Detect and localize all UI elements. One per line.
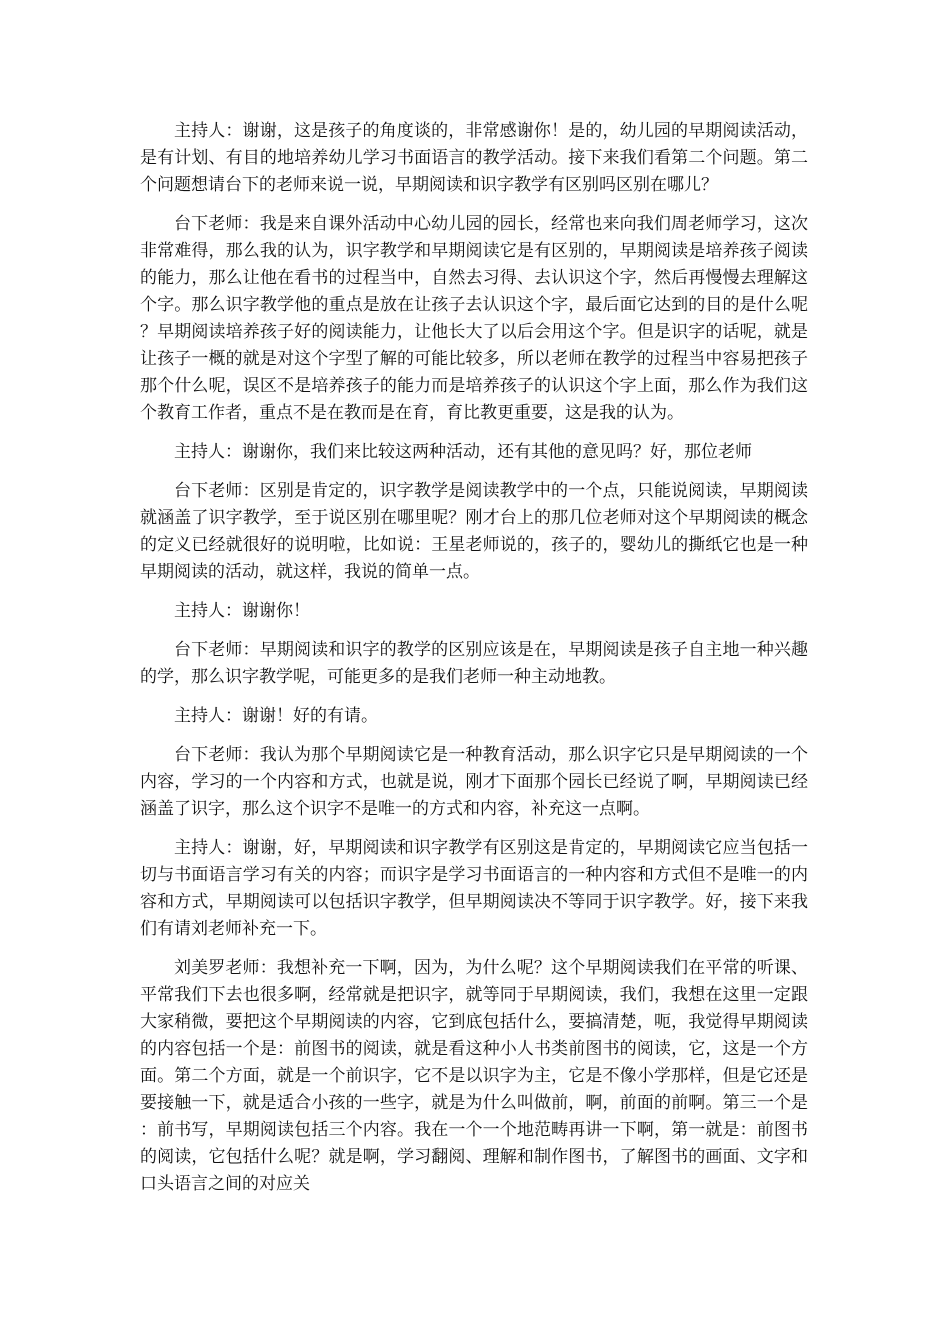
- paragraph-liu-supplement: 刘美罗老师：我想补充一下啊，因为，为什么呢？这个早期阅读我们在平常的听课、平常我们下去也很多啊，经常就是把识字，就等同于早期阅读，我们，我想在这里一定跟大家稍微，要把这个早期阅读的内容，它到底包括什么，要搞清楚，呃，我觉得早期阅读的内容包括一个是：前图书的阅读，就是看这种小人书类前图书的阅读，它，这是一个方面。第二个方面，就是一个前识字，它不是以识字为主，它是不像小学那样，但是它还是要接触一下，就是适合小孩的一些字，就是为什么叫做前，啊，前面的前啊。第三一个是：前书写，早期阅读包括三个内容。我在一个一个地范畴再讲一下啊，第一就是：前图书的阅读，它包括什么呢？就是啊，学习翻阅、理解和制作图书，了解图书的画面、文字和口头语言之间的对应关: [140, 958, 808, 1194]
- paragraph-host-intro: 主持人：谢谢，这是孩子的角度谈的，非常感谢你！是的，幼儿园的早期阅读活动，是有计划、有目的地培养幼儿学习书面语言的教学活动。接下来我们看第二个问题。第二个问题想请台下的老师来说一说，早期阅读和识字教学有区别吗区别在哪儿？: [140, 121, 808, 195]
- paragraph-host-invite: 主持人：谢谢！好的有请。: [174, 706, 378, 726]
- paragraph-host-thanks: 主持人：谢谢你！: [174, 601, 310, 621]
- paragraph-host-summary: 主持人：谢谢，好，早期阅读和识字教学有区别这是肯定的，早期阅读它应当包括一切与书面语言学习有关的内容；而识字是学习书面语言的一种内容和方式但不是唯一的内容和方式，早期阅读可以包括识字教学，但早期阅读决不等同于识字教学。好，接下来我们有请刘老师补充一下。: [140, 838, 808, 939]
- paragraph-teacher-principal: 台下老师：我是来自课外活动中心幼儿园的园长，经常也来向我们周老师学习，这次非常难得，那么我的认为，识字教学和早期阅读它是有区别的，早期阅读是培养孩子阅读的能力，那么让他在看书的过程当中，自然去习得、去认识这个字，然后再慢慢去理解这个字。那么识字教学他的重点是放在让孩子去认识这个字，最后面它达到的目的是什么呢？早期阅读培养孩子好的阅读能力，让他长大了以后会用这个字。但是识字的话呢，就是让孩子一概的就是对这个字型了解的可能比较多，所以老师在教学的过程当中容易把孩子那个什么呢，误区不是培养孩子的能力而是培养孩子的认识这个字上面，那么作为我们这个教育工作者，重点不是在教而是在育，育比教更重要，这是我的认为。: [140, 214, 808, 423]
- paragraph-teacher-interest: 台下老师：早期阅读和识字的教学的区别应该是在，早期阅读是孩子自主地一种兴趣的学，那么识字教学呢，可能更多的是我们老师一种主动地教。: [140, 640, 808, 687]
- paragraph-teacher-difference: 台下老师：区别是肯定的，识字教学是阅读教学中的一个点，只能说阅读，早期阅读就涵盖了识字教学，至于说区别在哪里呢？刚才台上的那几位老师对这个早期阅读的概念的定义已经就很好的说明啦，比如说：王星老师说的，孩子的，婴幼儿的撕纸它也是一种早期阅读的活动，就这样，我说的简单一点。: [140, 481, 808, 582]
- paragraph-host-other-opinions: 主持人：谢谢你，我们来比较这两种活动，还有其他的意见吗？好，那位老师: [174, 442, 752, 462]
- document-page: [140, 118, 808, 1210]
- paragraph-teacher-education-activity: 台下老师：我认为那个早期阅读它是一种教育活动，那么识字它只是早期阅读的一个内容，学习的一个内容和方式，也就是说，刚才下面那个园长已经说了啊，早期阅读已经涵盖了识字，那么这个识字不是唯一的方式和内容，补充这一点啊。: [140, 745, 808, 819]
